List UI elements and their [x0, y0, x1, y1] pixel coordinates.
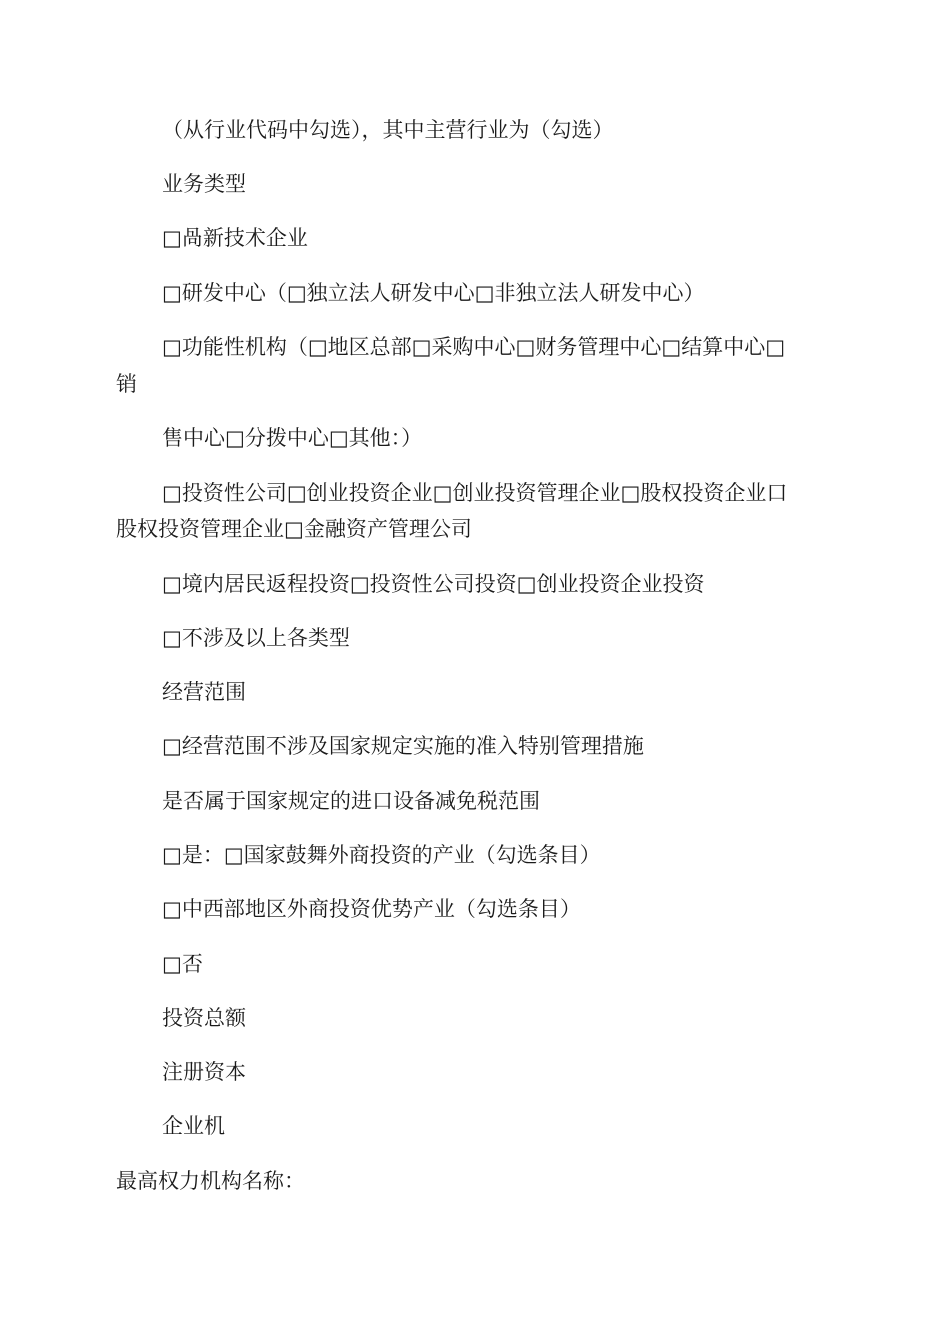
central-western-option: □中西部地区外商投资优势产业（勾选条目）	[162, 897, 581, 921]
tax-exemption-question: 是否属于国家规定的进口设备减免税范围	[162, 789, 540, 813]
highest-authority-label: 最高权力机构名称：	[116, 1169, 305, 1193]
business-scope-option: □经营范围不涉及国家规定实施的准入特别管理措施	[162, 734, 644, 758]
rd-center-option: □研发中心（□独立法人研发中心□非独立法人研发中心）	[162, 281, 705, 305]
no-option: □否	[162, 952, 203, 976]
investment-company-option: □投资性公司□创业投资企业□创业投资管理企业□股权投资企业口	[162, 481, 788, 505]
enterprise-org-label: 企业机	[162, 1114, 225, 1138]
none-of-above-option: □不涉及以上各类型	[162, 626, 350, 650]
registered-capital-label: 注册资本	[162, 1060, 246, 1084]
business-type-heading: 业务类型	[162, 172, 246, 196]
functional-org-continued: 售中心□分拨中心□其他：）	[162, 426, 423, 450]
investment-company-wrap: 股权投资管理企业□金融资产管理公司	[116, 517, 472, 541]
high-tech-option: □咼新技术企业	[162, 226, 308, 250]
business-scope-heading: 经营范围	[162, 680, 246, 704]
functional-org-option: □功能性机构（□地区总部□采购中心□财务管理中心□结算中心□	[162, 335, 786, 359]
industry-code-line: （从行业代码中勾选），其中主营行业为（勾选）	[162, 118, 614, 142]
total-investment-label: 投资总额	[162, 1006, 246, 1030]
yes-encouraged-option: □是：□国家鼓舞外商投资的产业（勾选条目）	[162, 843, 601, 867]
round-trip-investment-option: □境内居民返程投资□投资性公司投资□创业投资企业投资	[162, 572, 705, 596]
functional-org-wrap: 销	[116, 372, 137, 396]
